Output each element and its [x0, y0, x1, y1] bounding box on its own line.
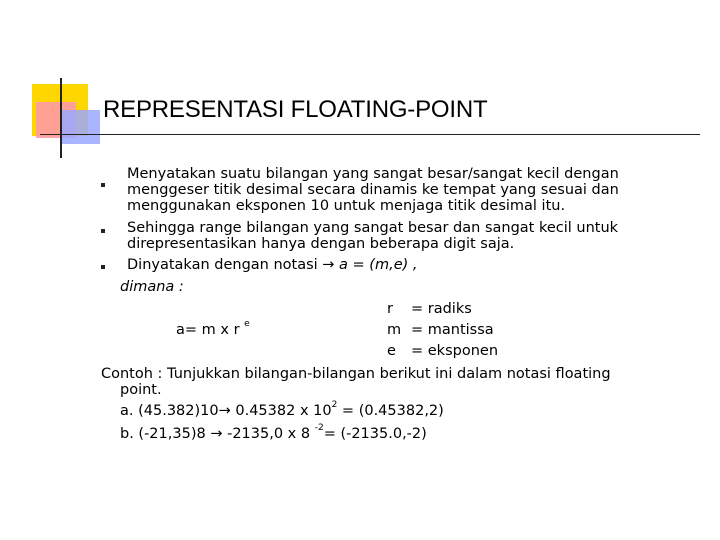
example-a-body: 0.45382 x 10 — [230, 403, 332, 419]
title-underline — [40, 134, 700, 135]
decor-blue-square — [60, 110, 100, 144]
bullet-2-line-2: direpresentasikan hanya dengan beberapa digit saja. — [127, 236, 515, 252]
definition-mantissa: = mantissa — [411, 322, 494, 338]
notation-formula: a = (m,e) , — [339, 257, 418, 273]
formula-exponent: e — [244, 319, 250, 330]
bullet-3-line — [127, 257, 418, 274]
example-a-result: = (0.45382,2) — [337, 403, 444, 419]
bullet-3-text: Dinyatakan dengan notasi — [127, 257, 318, 273]
bullet-2-line-1: Sehingga range bilangan yang sangat besar dan sangat kecil untuk — [127, 220, 619, 236]
formula-base: a= m x r — [176, 322, 240, 338]
bullet-marker — [101, 183, 105, 187]
bullet-1-line-1: Menyatakan suatu bilangan yang sangat besar/sangat kecil dengan — [127, 166, 619, 182]
formula-amxre — [176, 319, 250, 339]
example-intro-line-1: Contoh : Tunjukkan bilangan-bilangan berikut ini dalam notasi floating — [101, 366, 611, 382]
bullet-marker — [101, 229, 105, 233]
example-a-exponent: 2 — [331, 400, 338, 411]
slide-title: REPRESENTASI FLOATING-POINT — [103, 96, 488, 123]
definition-symbol-m: m — [387, 322, 402, 338]
example-b-exponent: -2 — [314, 423, 324, 434]
example-b-lead: b. (-21,35)8 — [120, 426, 206, 442]
definition-eksponen: = eksponen — [411, 343, 499, 359]
example-a — [120, 400, 444, 420]
arrow-symbol: → — [210, 426, 223, 442]
dimana-label: dimana : — [120, 279, 184, 295]
example-intro-line-2: point. — [120, 382, 162, 398]
definition-symbol-r: r — [387, 301, 393, 317]
definition-radiks: = radiks — [411, 301, 472, 317]
arrow-symbol: → — [218, 403, 231, 419]
bullet-marker — [101, 265, 105, 269]
example-a-lead: a. (45.382)10 — [120, 403, 219, 419]
example-b-result: = (-2135.0,-2) — [323, 426, 427, 442]
decor-vertical-line — [60, 78, 62, 158]
bullet-1-line-2: menggeser titik desimal secara dinamis ke tempat yang sesuai dan — [127, 182, 619, 198]
arrow-symbol: → — [322, 257, 335, 273]
bullet-1-line-3: menggunakan eksponen 10 untuk menjaga titik desimal itu. — [127, 198, 566, 214]
example-b — [120, 423, 427, 443]
example-b-body: -2135,0 x 8 — [222, 426, 315, 442]
definition-symbol-e: e — [387, 343, 396, 359]
